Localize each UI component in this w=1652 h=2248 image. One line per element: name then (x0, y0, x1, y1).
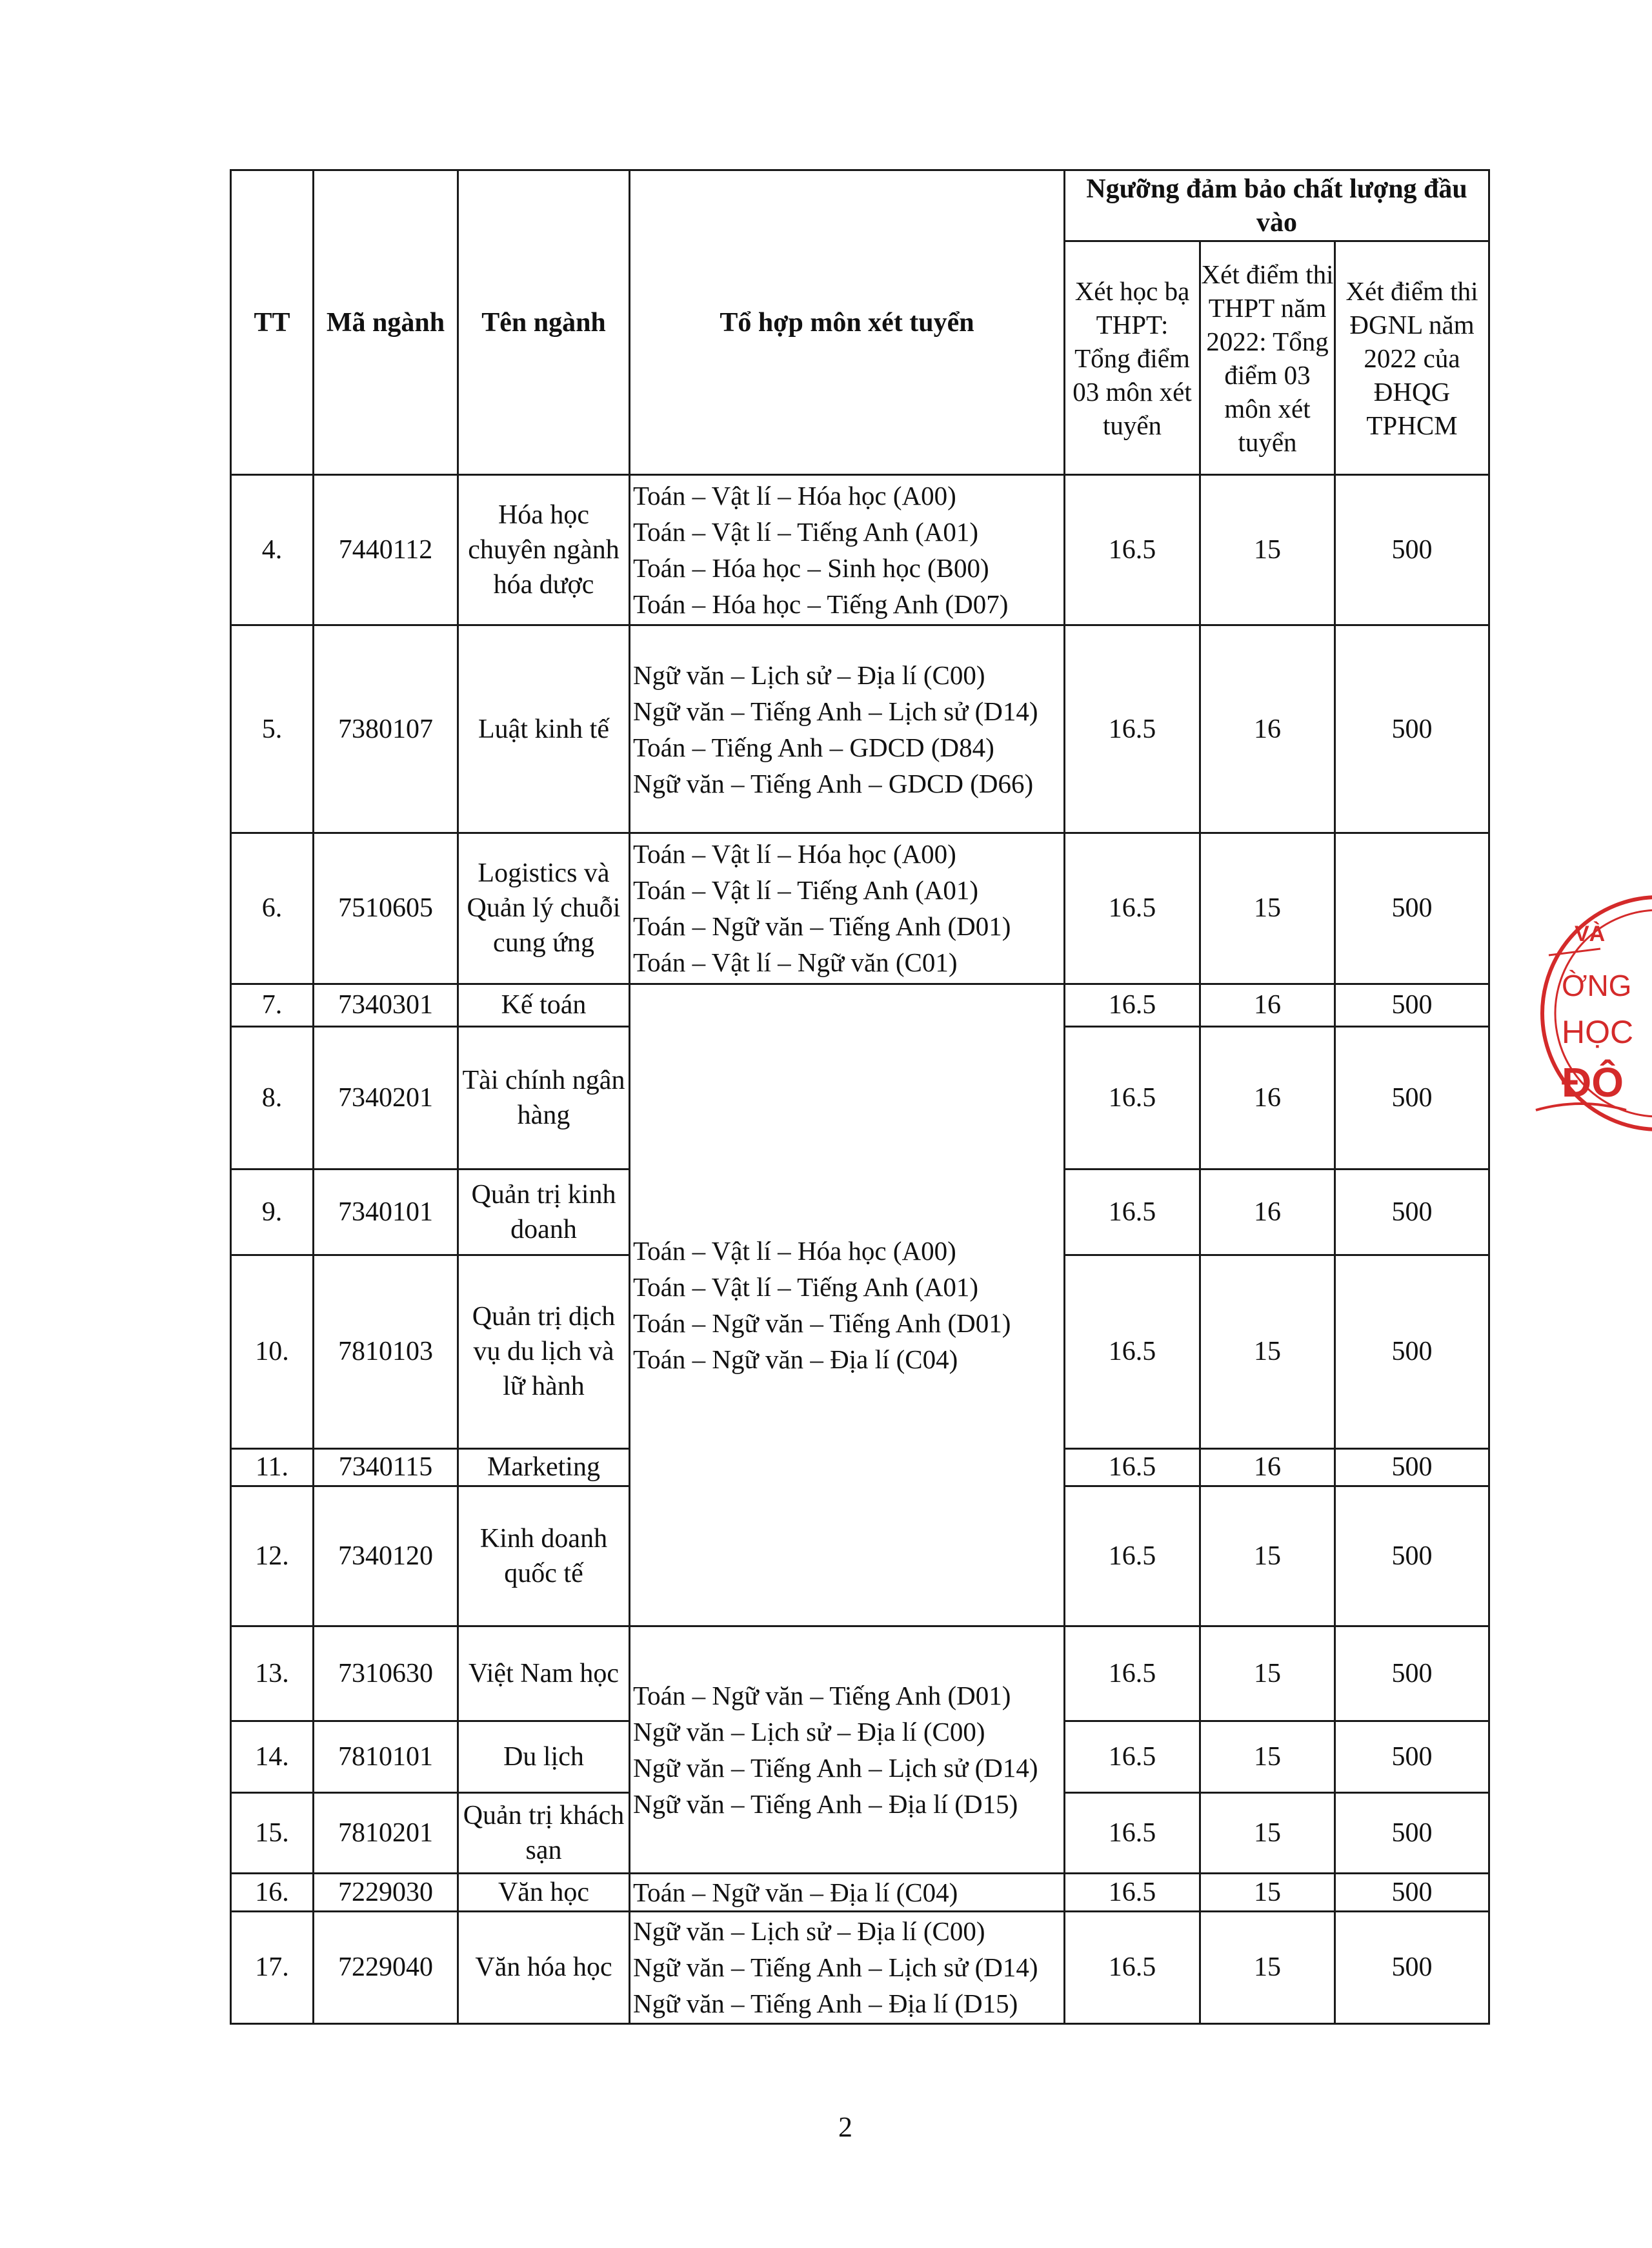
cell-thpt: 15 (1200, 1721, 1335, 1793)
cell-to-hop (630, 833, 1065, 984)
combo-line: Toán – Hóa học – Tiếng Anh (D07) (633, 589, 1009, 620)
page-number: 2 (838, 2111, 852, 2143)
cell-dgnl: 500 (1335, 833, 1489, 984)
cell-hoc-ba: 16.5 (1065, 1911, 1200, 2023)
cell-hoc-ba: 16.5 (1065, 833, 1200, 984)
cell-hoc-ba: 16.5 (1065, 1721, 1200, 1793)
cell-ten: Quản trị dịch vụ du lịch và lữ hành (458, 1255, 630, 1449)
cell-hoc-ba: 16.5 (1065, 1170, 1200, 1255)
combo-line: Ngữ văn – Tiếng Anh – Lịch sử (D14) (633, 1752, 1038, 1783)
cell-to-hop (630, 625, 1065, 833)
combo-line: Toán – Vật lí – Tiếng Anh (A01) (633, 875, 979, 906)
table-row (231, 984, 1489, 1026)
cell-dgnl: 500 (1335, 1721, 1489, 1793)
cell-hoc-ba: 16.5 (1065, 1448, 1200, 1486)
cell-dgnl: 500 (1335, 475, 1489, 625)
combo-line: Toán – Vật lí – Tiếng Anh (A01) (633, 1271, 979, 1302)
cell-hoc-ba: 16.5 (1065, 984, 1200, 1026)
cell-ma: 7340101 (314, 1170, 458, 1255)
cell-dgnl: 500 (1335, 984, 1489, 1026)
cell-dgnl: 500 (1335, 1792, 1489, 1873)
cell-tt: 14. (231, 1721, 314, 1793)
combo-line: Ngữ văn – Lịch sử – Địa lí (C00) (633, 1916, 985, 1947)
cell-ma: 7340201 (314, 1026, 458, 1169)
cell-hoc-ba: 16.5 (1065, 1626, 1200, 1721)
table-row (231, 475, 1489, 625)
combo-line: Ngữ văn – Tiếng Anh – Địa lí (D15) (633, 1788, 1018, 1819)
combo-line: Toán – Vật lí – Hóa học (A00) (633, 1235, 956, 1266)
cell-tt: 13. (231, 1626, 314, 1721)
cell-ten: Văn học (458, 1873, 630, 1911)
table-row (231, 1626, 1489, 1721)
cell-ten: Tài chính ngân hàng (458, 1026, 630, 1169)
cell-tt: 6. (231, 833, 314, 984)
cell-thpt: 16 (1200, 625, 1335, 833)
cell-to-hop (630, 1911, 1065, 2023)
cell-tt: 12. (231, 1486, 314, 1626)
combo-line: Toán – Vật lí – Hóa học (A00) (633, 839, 956, 869)
cell-tt: 11. (231, 1448, 314, 1486)
cell-ma: 7229030 (314, 1873, 458, 1911)
combo-line: Ngữ văn – Tiếng Anh – GDCD (D66) (633, 768, 1034, 798)
cell-thpt: 16 (1200, 1026, 1335, 1169)
cell-tt: 10. (231, 1255, 314, 1449)
cell-dgnl: 500 (1335, 1026, 1489, 1169)
cell-tt: 17. (231, 1911, 314, 2023)
cell-hoc-ba: 16.5 (1065, 1873, 1200, 1911)
combo-line: Toán – Vật lí – Tiếng Anh (A01) (633, 517, 979, 547)
cell-dgnl: 500 (1335, 1911, 1489, 2023)
cell-hoc-ba: 16.5 (1065, 625, 1200, 833)
combo-line: Ngữ văn – Lịch sử – Địa lí (C00) (633, 1716, 985, 1747)
cell-ten: Hóa học chuyên ngành hóa dược (458, 475, 630, 625)
cell-ma: 7340115 (314, 1448, 458, 1486)
header-to-hop: Tổ hợp môn xét tuyển (630, 170, 1065, 475)
combo-line: Toán – Ngữ văn – Tiếng Anh (D01) (633, 911, 1011, 942)
cell-ma: 7229040 (314, 1911, 458, 2023)
cell-ma: 7810103 (314, 1255, 458, 1449)
cell-thpt: 15 (1200, 1792, 1335, 1873)
cell-hoc-ba: 16.5 (1065, 475, 1200, 625)
cell-ten: Kế toán (458, 984, 630, 1026)
table-row (231, 833, 1489, 984)
cell-dgnl: 500 (1335, 1486, 1489, 1626)
cell-tt: 4. (231, 475, 314, 625)
combo-line: Toán – Ngữ văn – Địa lí (C04) (633, 1877, 958, 1907)
cell-thpt: 15 (1200, 833, 1335, 984)
admission-threshold-table (230, 169, 1490, 2025)
seal-text: HỌC (1562, 1014, 1634, 1050)
cell-thpt: 16 (1200, 1170, 1335, 1255)
cell-thpt: 15 (1200, 475, 1335, 625)
cell-ten: Kinh doanh quốc tế (458, 1486, 630, 1626)
cell-ma: 7380107 (314, 625, 458, 833)
cell-hoc-ba: 16.5 (1065, 1486, 1200, 1626)
cell-tt: 8. (231, 1026, 314, 1169)
cell-ten: Việt Nam học (458, 1626, 630, 1721)
cell-ten: Quản trị khách sạn (458, 1792, 630, 1873)
cell-thpt: 16 (1200, 1448, 1335, 1486)
combo-line: Toán – Ngữ văn – Địa lí (C04) (633, 1344, 958, 1374)
seal-text: VÀ (1575, 922, 1606, 946)
official-seal (1523, 891, 1652, 1136)
combo-line: Toán – Ngữ văn – Tiếng Anh (D01) (633, 1308, 1011, 1338)
cell-thpt: 15 (1200, 1486, 1335, 1626)
cell-ma: 7810101 (314, 1721, 458, 1793)
cell-tt: 9. (231, 1170, 314, 1255)
header-dgnl: Xét điểm thi ĐGNL năm 2022 của ĐHQG TPHCM (1335, 241, 1489, 475)
cell-ten: Marketing (458, 1448, 630, 1486)
cell-dgnl: 500 (1335, 1873, 1489, 1911)
cell-dgnl: 500 (1335, 1626, 1489, 1721)
combo-line: Ngữ văn – Tiếng Anh – Lịch sử (D14) (633, 1952, 1038, 1983)
combo-line: Toán – Vật lí – Hóa học (A00) (633, 481, 956, 511)
cell-to-hop (630, 1626, 1065, 1873)
cell-dgnl: 500 (1335, 1255, 1489, 1449)
combo-line: Toán – Vật lí – Ngữ văn (C01) (633, 947, 958, 978)
cell-to-hop (630, 1873, 1065, 1911)
combo-line: Ngữ văn – Tiếng Anh – Địa lí (D15) (633, 1989, 1018, 2019)
table-row (231, 625, 1489, 833)
cell-to-hop (630, 475, 1065, 625)
cell-thpt: 15 (1200, 1911, 1335, 2023)
cell-ten: Văn hóa học (458, 1911, 630, 2023)
cell-tt: 7. (231, 984, 314, 1026)
cell-thpt: 15 (1200, 1873, 1335, 1911)
header-tt: TT (231, 170, 314, 475)
cell-tt: 5. (231, 625, 314, 833)
cell-ma: 7810201 (314, 1792, 458, 1873)
cell-tt: 15. (231, 1792, 314, 1873)
cell-dgnl: 500 (1335, 625, 1489, 833)
header-ten-nganh: Tên ngành (458, 170, 630, 475)
combo-line: Toán – Ngữ văn – Tiếng Anh (D01) (633, 1680, 1011, 1710)
cell-hoc-ba: 16.5 (1065, 1026, 1200, 1169)
header-thpt: Xét điểm thi THPT năm 2022: Tổng điểm 03 môn xét tuyển (1200, 241, 1335, 475)
cell-dgnl: 500 (1335, 1170, 1489, 1255)
cell-tt: 16. (231, 1873, 314, 1911)
cell-ma: 7340120 (314, 1486, 458, 1626)
cell-ten: Du lịch (458, 1721, 630, 1793)
cell-ten: Luật kinh tế (458, 625, 630, 833)
cell-hoc-ba: 16.5 (1065, 1792, 1200, 1873)
cell-to-hop (630, 984, 1065, 1626)
combo-line: Ngữ văn – Tiếng Anh – Lịch sử (D14) (633, 696, 1038, 726)
table-row (231, 1911, 1489, 2023)
cell-thpt: 16 (1200, 984, 1335, 1026)
cell-thpt: 15 (1200, 1626, 1335, 1721)
cell-ten: Quản trị kinh doanh (458, 1170, 630, 1255)
header-ma-nganh: Mã ngành (314, 170, 458, 475)
header-nguong: Ngưỡng đảm bảo chất lượng đầu vào (1065, 170, 1489, 241)
cell-ten: Logistics và Quản lý chuỗi cung ứng (458, 833, 630, 984)
cell-thpt: 15 (1200, 1255, 1335, 1449)
cell-dgnl: 500 (1335, 1448, 1489, 1486)
combo-line: Toán – Hóa học – Sinh học (B00) (633, 553, 989, 583)
combo-line: Toán – Tiếng Anh – GDCD (D84) (633, 732, 994, 762)
cell-ma: 7510605 (314, 833, 458, 984)
header-hoc-ba: Xét học bạ THPT: Tổng điểm 03 môn xét tuyển (1065, 241, 1200, 475)
cell-ma: 7440112 (314, 475, 458, 625)
combo-line: Ngữ văn – Lịch sử – Địa lí (C00) (633, 660, 985, 690)
table-row (231, 1873, 1489, 1911)
cell-hoc-ba: 16.5 (1065, 1255, 1200, 1449)
cell-ma: 7310630 (314, 1626, 458, 1721)
seal-text: ĐÔ (1562, 1059, 1624, 1106)
seal-text: ỜNG (1562, 969, 1632, 1002)
cell-ma: 7340301 (314, 984, 458, 1026)
